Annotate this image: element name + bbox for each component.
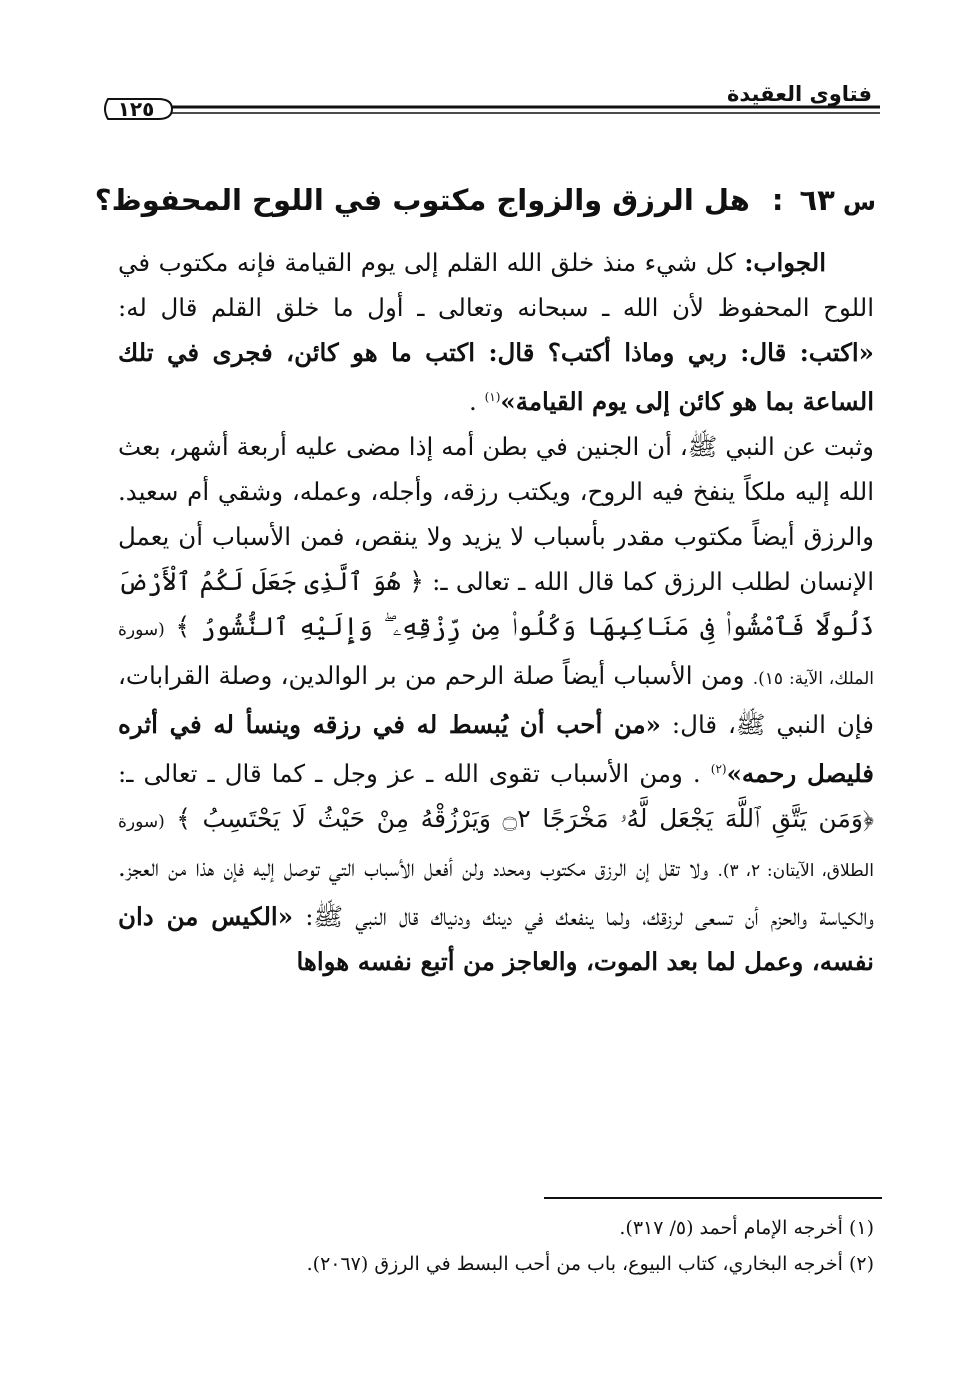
sentence-end: . bbox=[469, 387, 477, 417]
header-rule bbox=[100, 96, 880, 122]
footnotes bbox=[118, 1210, 874, 1282]
verse-reference: (سورة الطلاق، الآيتان: ٢، ٣). bbox=[118, 812, 874, 882]
quran-verse: ﴿وَمَن يَتَّقِ ٱللَّهَ يَجْعَل لَّهُۥ مَخْرَجًا ۝٢ وَيَرْزُقْهُ مِنْ حَيْثُ لَا يَحْتَسِبُ ﴾ bbox=[176, 804, 874, 834]
hadith-quote: «اكتب: قال: ربي وماذا أكتب؟ قال: اكتب ما هو كائن، فجرى في تلك الساعة بما هو كائن إلى يوم القيامة» bbox=[118, 338, 874, 417]
page-number: ١٢٥ bbox=[117, 97, 155, 121]
answer-label: الجواب: bbox=[744, 248, 827, 277]
hadith-quote: «من أحب أن يُبسط له في رزقه وينسأ له في أثره فليصل رحمه» bbox=[118, 710, 875, 789]
verse-reference: (سورة الملك، الآية: ١٥). bbox=[118, 620, 874, 690]
answer-paragraph-2 bbox=[118, 424, 874, 984]
footnote-ref-1[interactable]: (١) bbox=[484, 390, 501, 404]
footnote-2: (٢) أخرجه البخاري، كتاب البيوع، باب من أحب البسط في الرزق (٢٠٦٧). bbox=[306, 1253, 874, 1275]
footnote-ref-2[interactable]: (٢) bbox=[710, 762, 727, 777]
hadith-quote: «الكيس من دان نفسه، وعمل لما بعد الموت، والعاجز من أتبع نفسه هواها bbox=[118, 902, 874, 977]
footnote-divider bbox=[544, 1197, 882, 1199]
answer-body bbox=[118, 240, 874, 984]
paragraph-text: ولا تقل إن الرزق مكتوب ومحدد ولن أفعل الأسباب التي توصل إليه فإن هذا من العجز. والكياسة والحزم أن تسعى لرزقك، ولما ينفعك في دينك ودنياك قال النبي ﷺ: bbox=[118, 853, 874, 932]
running-title: فتاوى العقيدة bbox=[727, 82, 872, 106]
paragraph-text: وثبت عن النبي ﷺ، أن الجنين في بطن أمه إذا مضى عليه أربعة أشهر، بعث الله إليه ملكاً ينفخ فيه الروح، ويكتب رزقه، وأجله، وعمله، وشقي أم سعيد. والرزق أيضاً مكتوب مقدر بأسباب لا يزيد ولا ينقص، فمن الأسباب أن يعمل الإنسان لطلب الرزق كما قال الله ـ تعالى ـ: bbox=[118, 432, 875, 597]
question-label: س bbox=[842, 188, 876, 216]
quran-verse: ﴿ هُوَ ٱلَّذِى جَعَلَ لَكُمُ ٱلْأَرْضَ ذَلُولًا فَٱمْشُوا۟ فِى مَنَاكِبِهَا وَكُلُوا۟ مِن رِّزْقِهِۦ ۖ وَإِلَيْهِ ٱلنُّشُورُ ﴾ bbox=[118, 567, 874, 642]
question-colon: : bbox=[771, 183, 784, 217]
answer-text: كل شيء منذ خلق الله القلم إلى يوم القيامة فإنه مكتوب في اللوح المحفوظ لأن الله ـ سبحانه وتعالى ـ أول ما خلق القلم قال له: bbox=[118, 248, 874, 322]
question-heading bbox=[94, 175, 876, 225]
paragraph-text: ومن الأسباب أيضاً صلة الرحم من بر الوالدين، وصلة القرابات، فإن النبي ﷺ، قال: bbox=[118, 661, 874, 740]
question-text: هل الرزق والزواج مكتوب في اللوح المحفوظ؟ bbox=[94, 183, 750, 217]
question-number: ٦٣ bbox=[799, 183, 835, 217]
answer-paragraph-1 bbox=[118, 240, 874, 424]
footnote-1: (١) أخرجه الإمام أحمد (٥/ ٣١٧). bbox=[619, 1217, 874, 1239]
paragraph-text: . ومن الأسباب تقوى الله ـ عز وجل ـ كما قال ـ تعالى ـ: bbox=[118, 759, 701, 789]
